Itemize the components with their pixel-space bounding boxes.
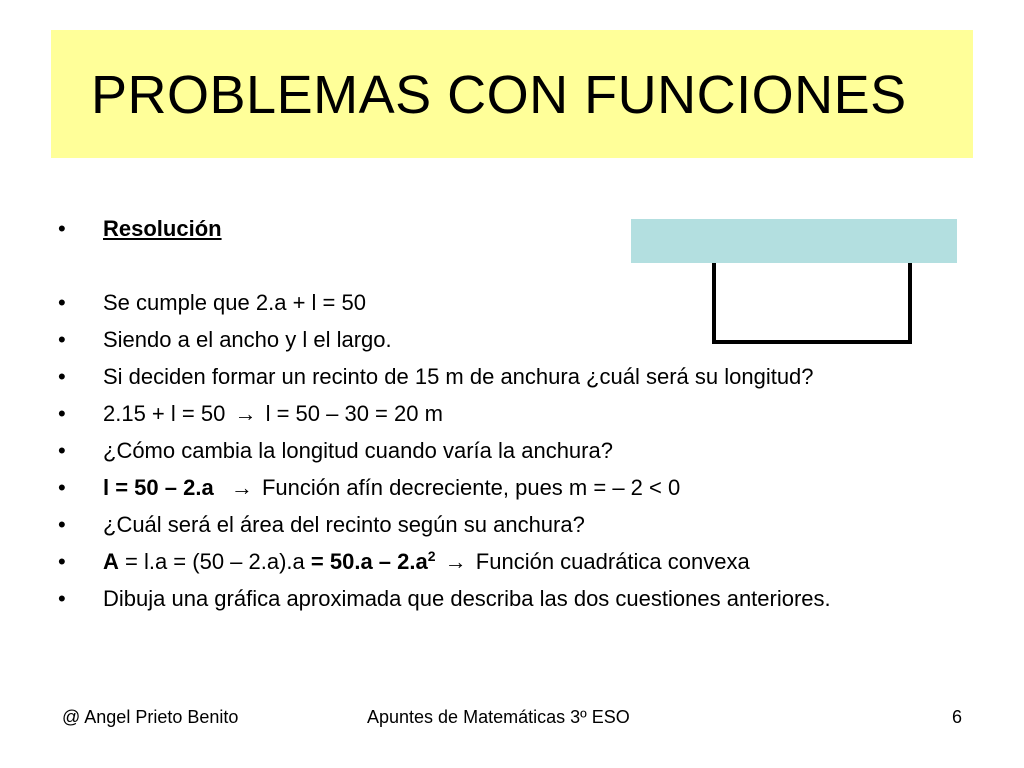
arrow-right-icon: → [230,475,253,500]
bullet-text: Siendo a el ancho y l el largo. [103,327,392,352]
bullet-text: ¿Cómo cambia la longitud cuando varía la anchura? [103,438,613,463]
formula-text: = l.a = (50 – 2.a).a [118,549,311,574]
bullet-text: l = 50 – 30 = 20 m [265,401,443,426]
formula-bold: l = 50 – 2.a [103,475,214,500]
bullet-icon: • [58,364,66,389]
bullet-icon: • [58,475,66,500]
footer-course: Apuntes de Matemáticas 3º ESO [367,707,630,727]
slide-title: PROBLEMAS CON FUNCIONES [91,65,907,125]
bullet-item [58,432,831,469]
bullet-text: Dibuja una gráfica aproximada que describa las dos cuestiones anteriores. [103,586,831,611]
bullet-text: Si deciden formar un recinto de 15 m de anchura ¿cuál será su longitud? [103,364,814,389]
bullet-item [58,580,831,617]
bullet-item [58,321,831,358]
bullet-icon: • [58,290,66,315]
bullet-text: 2.15 + l = 50 [103,401,226,426]
bullet-text: Función afín decreciente, pues m = – 2 < 0 [261,475,681,500]
footer-author: @ Angel Prieto Benito [62,707,239,727]
bullet-item [58,210,831,247]
arrow-right-icon: → [234,401,257,426]
arrow-right-icon: → [444,549,467,574]
bullet-icon: • [58,549,66,574]
bullet-icon: • [58,512,66,537]
bullet-text: Se cumple que 2.a + l = 50 [103,290,366,315]
section-heading: Resolución [103,216,222,241]
formula-bold: A [103,549,119,574]
spacer [58,247,831,284]
bullet-item [58,543,831,580]
bullet-item [58,469,831,506]
bullet-text: Función cuadrática convexa [475,549,750,574]
bullet-item [58,284,831,321]
exponent: 2 [427,548,436,564]
bullet-icon: • [58,401,66,426]
bullet-item [58,395,831,432]
bullet-text: ¿Cuál será el área del recinto según su anchura? [103,512,585,537]
bullet-icon: • [58,327,66,352]
bullet-icon: • [58,438,66,463]
formula-bold: = 50.a – 2.a [310,549,428,574]
bullet-list [58,210,831,617]
bullet-item [58,358,831,395]
title-banner [51,30,973,158]
bullet-item [58,506,831,543]
bullet-icon: • [58,586,66,611]
page-number: 6 [952,707,963,727]
bullet-icon: • [58,216,66,241]
